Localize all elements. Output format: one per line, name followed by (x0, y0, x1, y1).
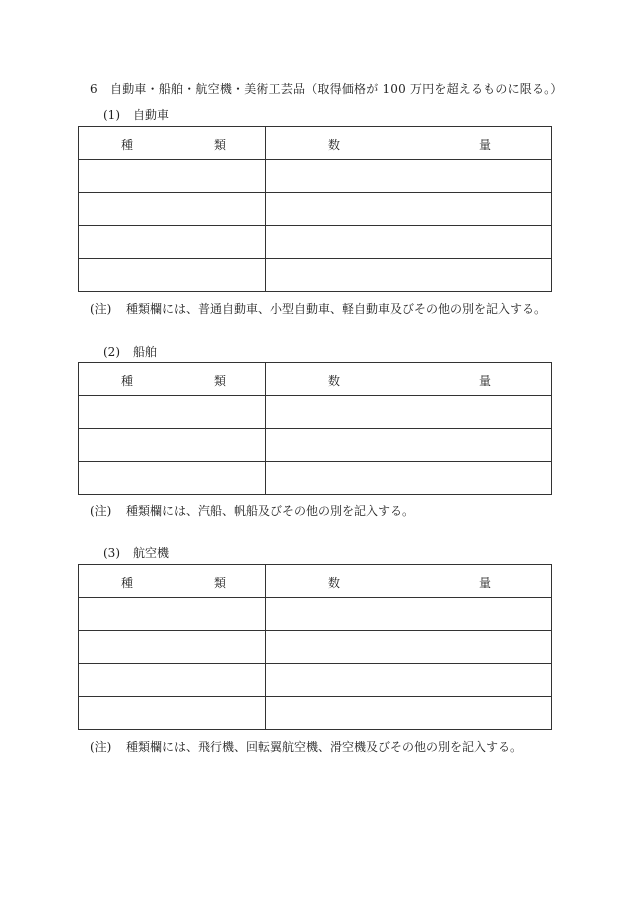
quantity-cell[interactable] (266, 631, 552, 664)
kind-cell[interactable] (79, 429, 266, 462)
table-header-row (79, 127, 552, 160)
table-header-row (79, 565, 552, 598)
kind-cell[interactable] (79, 226, 266, 259)
table-row (79, 462, 552, 495)
note-aircraft: (注) 種類欄には、飛行機、回転翼航空機、滑空機及びその他の別を記入する。 (90, 740, 523, 754)
ship-table (78, 362, 552, 495)
section-title-ship (103, 343, 157, 360)
note-ship: (注) 種類欄には、汽船、帆船及びその他の別を記入する。 (90, 504, 415, 518)
quantity-cell[interactable] (266, 396, 552, 429)
section-number: (1) (103, 108, 120, 122)
kind-cell[interactable] (79, 664, 266, 697)
kind-cell[interactable] (79, 193, 266, 226)
section-number: (3) (103, 546, 120, 560)
quantity-cell[interactable] (266, 598, 552, 631)
table-header-row (79, 363, 552, 396)
quantity-cell[interactable] (266, 160, 552, 193)
kind-cell[interactable] (79, 462, 266, 495)
section-title: 船舶 (133, 345, 158, 359)
kind-cell[interactable] (79, 160, 266, 193)
table-row (79, 631, 552, 664)
table-row (79, 259, 552, 292)
kind-cell[interactable] (79, 631, 266, 664)
quantity-header: 数 量 (266, 363, 552, 396)
section-title-automobile (103, 106, 169, 123)
kind-cell[interactable] (79, 598, 266, 631)
kind-header: 種 類 (79, 565, 266, 598)
quantity-cell[interactable] (266, 259, 552, 292)
table-row (79, 697, 552, 730)
kind-cell[interactable] (79, 697, 266, 730)
automobile-table (78, 126, 552, 292)
kind-header: 種 類 (79, 363, 266, 396)
section-title-aircraft (103, 544, 169, 561)
table-row (79, 598, 552, 631)
kind-header: 種 類 (79, 127, 266, 160)
quantity-cell[interactable] (266, 193, 552, 226)
table-row (79, 193, 552, 226)
section-title: 航空機 (133, 546, 170, 560)
table-row (79, 160, 552, 193)
table-row (79, 226, 552, 259)
table-row (79, 429, 552, 462)
quantity-cell[interactable] (266, 226, 552, 259)
quantity-header: 数 量 (266, 127, 552, 160)
document-heading: 6 自動車・船舶・航空機・美術工芸品（取得価格が 100 万円を超えるものに限る。） (90, 82, 563, 96)
kind-cell[interactable] (79, 259, 266, 292)
quantity-cell[interactable] (266, 664, 552, 697)
kind-cell[interactable] (79, 396, 266, 429)
quantity-cell[interactable] (266, 697, 552, 730)
table-row (79, 664, 552, 697)
quantity-cell[interactable] (266, 429, 552, 462)
aircraft-table (78, 564, 552, 730)
section-number: (2) (103, 345, 120, 359)
note-automobile: (注) 種類欄には、普通自動車、小型自動車、軽自動車及びその他の別を記入する。 (90, 302, 547, 316)
table-row (79, 396, 552, 429)
quantity-cell[interactable] (266, 462, 552, 495)
quantity-header: 数 量 (266, 565, 552, 598)
section-title: 自動車 (133, 108, 170, 122)
